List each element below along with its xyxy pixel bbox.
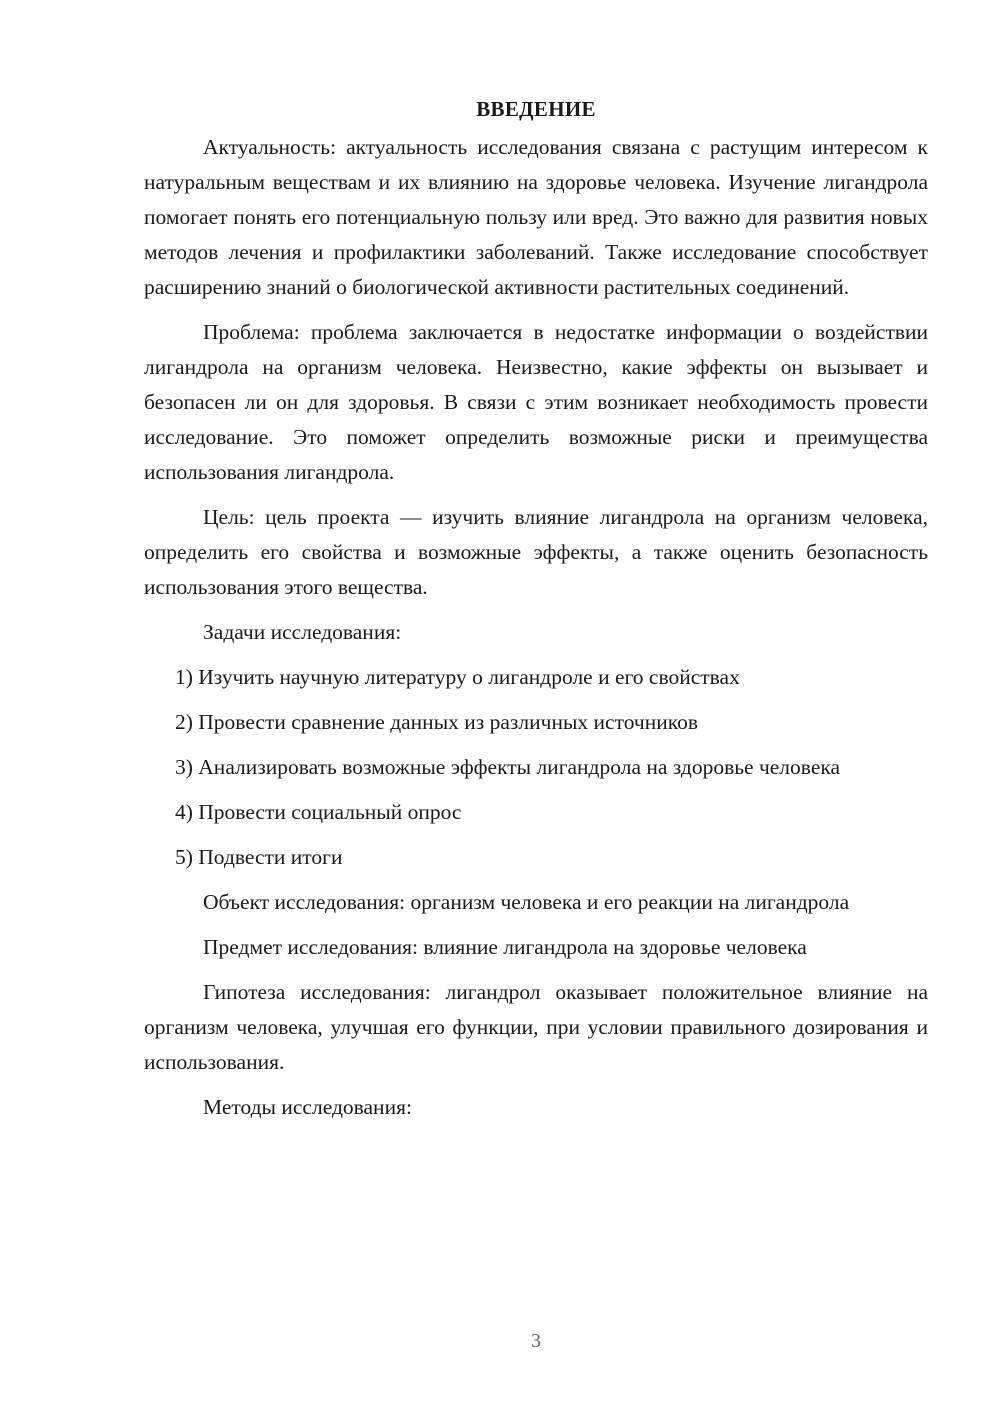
document-page	[144, 92, 928, 1125]
list-item: 2) Провести сравнение данных из различных источников	[175, 710, 698, 734]
relevance-paragraph: Актуальность: актуальность исследования связана с растущим интересом к натуральным веществам и их влиянию на здоровье человека. Изучение лигандрола помогает понять его потенциальную пользу или вред. Это важно для развития новых методов лечения и профилактики заболеваний. Также исследование способствует расширению знаний о биологической активности растительных соединений.	[144, 135, 928, 299]
page-title: ВВЕДЕНИЕ	[476, 97, 596, 121]
list-item: 1) Изучить научную литературу о лигандроле и его свойствах	[175, 665, 740, 689]
list-item: 4) Провести социальный опрос	[175, 800, 462, 824]
list-item: 5) Подвести итоги	[175, 845, 343, 869]
tasks-heading: Задачи исследования:	[203, 620, 402, 644]
tasks-list	[144, 660, 928, 875]
goal-paragraph: Цель: цель проекта — изучить влияние лигандрола на организм человека, определить его свойства и возможные эффекты, а также оценить безопасность использования этого вещества.	[144, 505, 928, 599]
problem-paragraph: Проблема: проблема заключается в недостатке информации о воздействии лигандрола на организм человека. Неизвестно, какие эффекты он вызывает и безопасен ли он для здоровья. В связи с этим возникает необходимость провести исследование. Это поможет определить возможные риски и преимущества использования лигандрола.	[144, 320, 928, 484]
subject-paragraph: Предмет исследования: влияние лигандрола на здоровье человека	[203, 935, 807, 959]
methods-heading: Методы исследования:	[203, 1095, 412, 1119]
object-paragraph: Объект исследования: организм человека и его реакции на лигандрола	[203, 890, 850, 914]
hypothesis-paragraph: Гипотеза исследования: лигандрол оказывает положительное влияние на организм человека, улучшая его функции, при условии правильного дозирования и использования.	[144, 980, 928, 1074]
list-item: 3) Анализировать возможные эффекты лигандрола на здоровье человека	[175, 755, 841, 779]
page-number: 3	[531, 1330, 541, 1352]
